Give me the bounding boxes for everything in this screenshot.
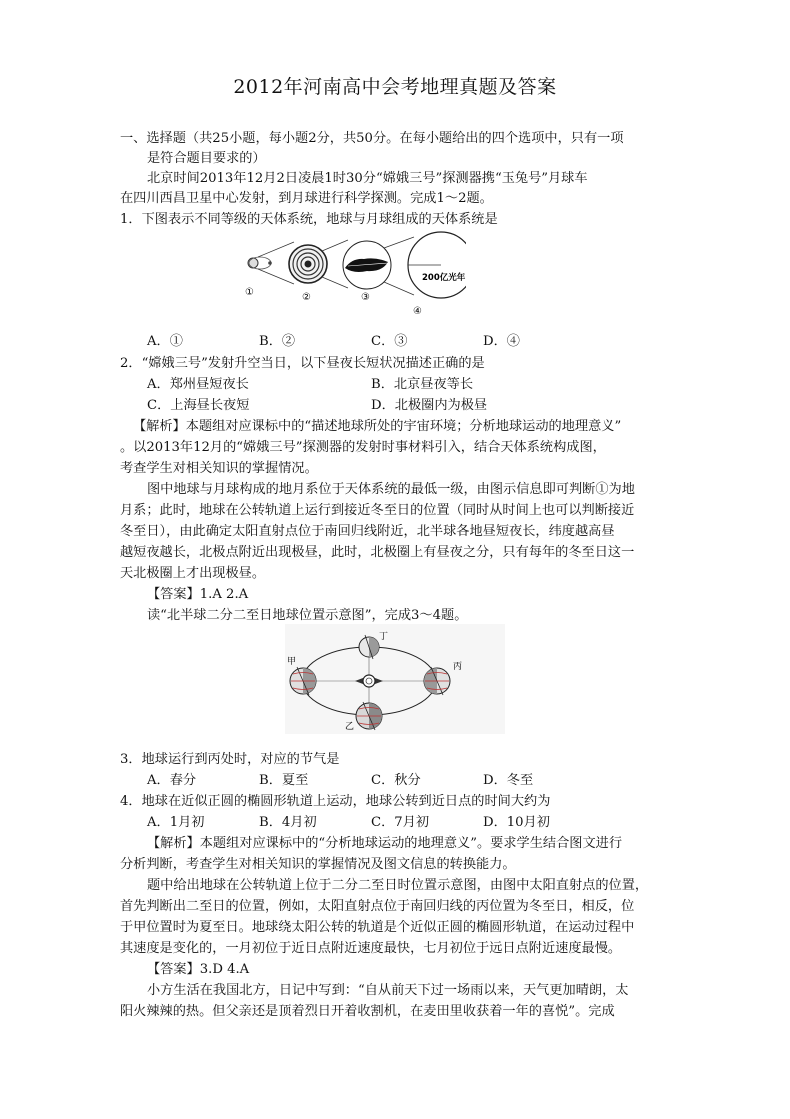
figure-label: ④ [413,306,422,317]
option-a: A．1月初 [147,815,205,830]
analysis-text: 图中地球与月球构成的地月系位于天体系统的最低一级，由图示信息即可判断①为地 [147,482,635,497]
option-b: B．4月初 [259,815,317,830]
intro-text: 在四川西昌卫星中心发射，到月球进行科学探测。完成1～2题。 [120,191,493,206]
analysis-text: 其速度是变化的，一月初位于近日点附近速度最快，七月初位于远日点附近速度最慢。 [120,941,622,956]
milky-way-galaxy-icon [343,241,391,289]
earth-right-icon [424,667,450,695]
earth-orbit-figure [285,624,505,734]
celestial-systems-figure [236,228,466,318]
figure-label: ① [245,287,254,298]
question-4-stem: 4．地球在近似正圆的椭圆形轨道上运动，地球公转到近日点的时间大约为 [120,794,551,809]
analysis-text: 首先判断出二至日的位置，例如，太阳直射点位于南回归线的丙位置为冬至日，相反，位 [120,899,635,914]
analysis-text: 分析判断，考查学生对相关知识的掌握情况及图文信息的转换能力。 [120,857,516,872]
figure-label: ③ [361,292,370,303]
section-heading: 一、选择题（共25小题，每小题2分，共50分。在每小题给出的四个选项中，只有一项 [120,131,624,146]
answer-text: 【答案】1.A 2.A [147,587,249,602]
solar-system-icon [289,245,327,283]
observable-universe-icon [408,232,466,298]
intro-text: 北京时间2013年12月2日凌晨1时30分“嫦娥三号”探测器携“玉兔号”月球车 [147,171,588,186]
analysis-text: 冬至日），由此确定太阳直射点位于南回归线附近，北半球各地昼短夜长，纬度越高昼 [120,524,615,539]
option-a: A．郑州昼短夜长 [147,377,249,392]
figure-label: ② [302,292,311,303]
option-d: D．北极圈内为极昼 [371,398,488,413]
intro-text: 小方生活在我国北方，日记中写到：“自从前天下过一场雨以来，天气更加晴朗，太 [147,983,629,998]
option-c: C．秋分 [371,773,421,788]
option-b: B．② [259,334,296,349]
analysis-text: 【解析】本题组对应课标中的“分析地球运动的地理意义”。要求学生结合图文进行 [147,836,623,851]
option-d: D．10月初 [483,815,550,830]
page-title: 2012年河南高中会考地理真题及答案 [233,76,557,98]
option-d: D．冬至 [483,773,534,788]
earth-moon-system-icon [248,257,272,269]
analysis-text: 天北极圈上才出现极昼。 [120,566,266,581]
question-3-stem: 3．地球运行到丙处时，对应的节气是 [120,752,340,767]
universe-scale-label: 200亿光年 [422,273,466,283]
option-d: D．④ [483,334,520,349]
section-heading-cont: 是符合题目要求的） [147,151,266,166]
option-c: C．③ [371,334,408,349]
sun-icon [363,675,375,687]
analysis-text: 月系；此时，地球在公转轨道上运行到接近冬至日的位置（同时从时间上也可以判断接近 [120,503,635,518]
orbit-label-bottom: 乙 [345,722,355,732]
question-2-stem: 2．“嫦娥三号”发射升空当日，以下昼夜长短状况描述正确的是 [120,356,485,371]
intro-text: 读“北半球二分二至日地球位置示意图”，完成3～4题。 [147,608,468,623]
option-b: B．北京昼夜等长 [371,377,474,392]
analysis-text: 【解析】本题组对应课标中的“描述地球所处的宇宙环境；分析地球运动的地理意义” [133,419,622,434]
analysis-text: 越短夜越长，北极点附近出现极昼，此时，北极圈上有昼夜之分，只有每年的冬至日这一 [120,545,635,560]
option-c: C．7月初 [371,815,430,830]
question-1-stem: 1．下图表示不同等级的天体系统，地球与月球组成的天体系统是 [120,212,498,227]
earth-bottom-icon [356,702,382,730]
orbit-label-right: 丙 [453,662,463,672]
option-b: B．夏至 [259,773,309,788]
option-c: C．上海昼长夜短 [147,398,250,413]
option-a: A．春分 [147,773,197,788]
orbit-label-left: 甲 [287,657,297,667]
analysis-text: 题中给出地球在公转轨道上位于二分二至日时位置示意图，由图中太阳直射点的位置， [147,878,649,893]
analysis-text: 。以2013年12月的“嫦娥三号”探测器的发射时事材料引入，结合天体系统构成图， [120,440,606,455]
analysis-text: 于甲位置时为夏至日。地球绕太阳公转的轨道是个近似正圆的椭圆形轨道，在运动过程中 [120,920,635,935]
earth-left-icon [290,667,316,695]
option-a: A．① [147,334,183,349]
orbit-label-top: 丁 [379,632,389,642]
intro-text: 阳火辣辣的热。但父亲还是顶着烈日开着收割机，在麦田里收获着一年的喜悦”。完成 [120,1004,615,1019]
analysis-text: 考查学生对相关知识的掌握情况。 [120,461,318,476]
answer-text: 【答案】3.D 4.A [147,962,250,977]
